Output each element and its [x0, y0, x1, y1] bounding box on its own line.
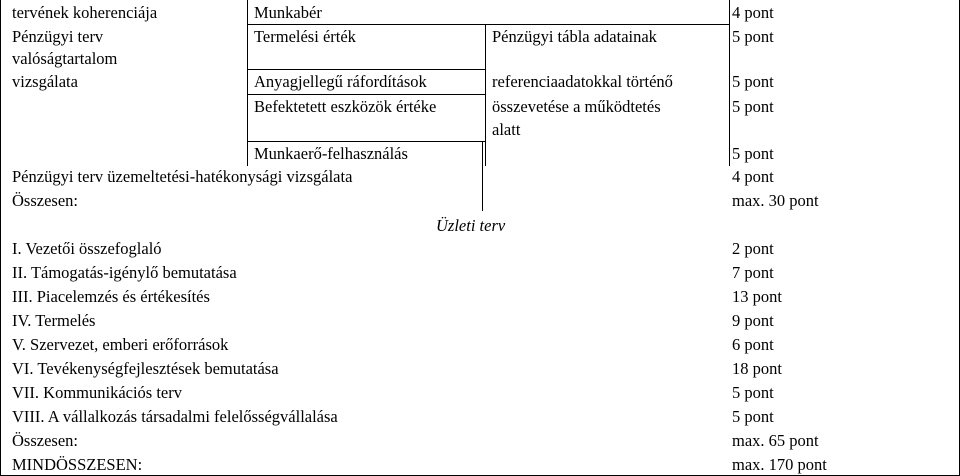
plan-row-points: 5 pont	[732, 383, 774, 402]
total-label: Összesen:	[12, 191, 78, 210]
total-points: max. 30 pont	[732, 191, 819, 210]
plan-row-label: VI. Tevékenységfejlesztések bemutatása	[12, 359, 279, 378]
rule	[485, 24, 486, 166]
plan-row-points: 5 pont	[732, 407, 774, 426]
plan-row-points: 6 pont	[732, 335, 774, 354]
rule	[0, 0, 1, 476]
plan-row-points: 7 pont	[732, 263, 774, 282]
rule	[247, 94, 485, 95]
points: 5 pont	[732, 72, 774, 91]
row-label: tervének koherenciája	[12, 3, 158, 22]
group-label: Pénzügyi terv	[12, 27, 104, 46]
item-name: Befektetett eszközök értéke	[254, 97, 437, 116]
plan-row-label: I. Vezetői összefoglaló	[12, 239, 162, 258]
grand-total-points: max. 170 pont	[732, 455, 827, 474]
method-text: Pénzügyi tábla adatainak	[492, 27, 657, 46]
plan-row-label: V. Szervezet, emberi erőforrások	[12, 335, 229, 354]
points: 4 pont	[732, 167, 774, 186]
plan-row-label: II. Támogatás-igénylő bemutatása	[12, 263, 237, 282]
points: 4 pont	[732, 3, 774, 22]
group-label: valóságtartalom	[12, 49, 118, 68]
total-points: max. 65 pont	[732, 431, 819, 450]
method-text: referenciaadatokkal történő	[492, 72, 673, 91]
rule	[247, 69, 485, 70]
points: 5 pont	[732, 144, 774, 163]
grand-total-label: MINDÖSSZESEN:	[12, 455, 143, 474]
method-text: összevetése a működtetés	[492, 97, 661, 116]
plan-row-points: 18 pont	[732, 359, 782, 378]
plan-row-label: IV. Termelés	[12, 311, 96, 330]
plan-row-label: III. Piacelemzés és értékesítés	[12, 287, 210, 306]
group-label: vizsgálata	[12, 72, 78, 91]
points: 5 pont	[732, 27, 774, 46]
item-name: Munkaerő-felhasználás	[254, 144, 408, 163]
section-heading: Üzleti terv	[436, 216, 506, 235]
method-text: alatt	[492, 120, 521, 139]
item-name: Munkabér	[254, 3, 322, 22]
total-label: Összesen:	[12, 431, 78, 450]
plan-row-points: 13 pont	[732, 287, 782, 306]
rule	[247, 24, 729, 25]
plan-row-points: 9 pont	[732, 311, 774, 330]
item-name: Termelési érték	[254, 27, 356, 46]
item-name: Anyagjellegű ráfordítások	[254, 72, 427, 91]
rule	[729, 0, 730, 166]
efficiency-label: Pénzügyi terv üzemeltetési-hatékonysági vizsgálata	[12, 167, 353, 186]
plan-row-label: VIII. A vállalkozás társadalmi felelősségvállalása	[12, 407, 338, 426]
points: 5 pont	[732, 97, 774, 116]
rule	[482, 141, 483, 211]
rule	[247, 141, 485, 142]
plan-row-label: VII. Kommunikációs terv	[12, 383, 183, 402]
plan-row-points: 2 pont	[732, 239, 774, 258]
rule	[247, 0, 248, 166]
